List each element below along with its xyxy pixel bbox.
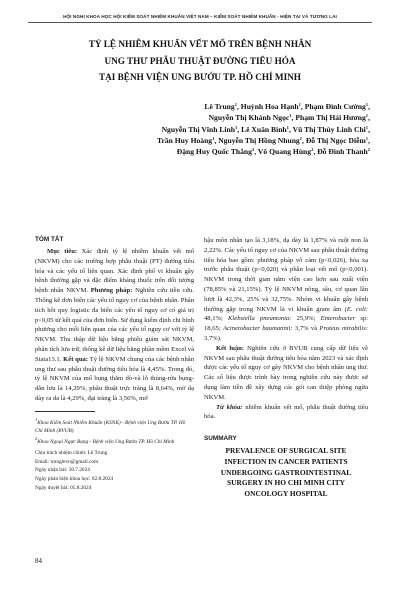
method-label: Phương pháp: (90, 287, 133, 295)
abstract-body-left (35, 247, 194, 404)
author-name: Nguyễn Thị Hồng Nhung (218, 135, 300, 145)
keywords-label: Từ khóa: (216, 403, 243, 411)
author-affiliation: 1 (298, 102, 301, 107)
right-column (204, 236, 368, 500)
title-line-1: TỶ LỆ NHIỄM KHUẨN VẾT MỔ TRÊN BỆNH NHÂN (88, 39, 312, 49)
author-name: Lê Trung (204, 102, 235, 111)
bacteria-value: 3,7%). (204, 334, 222, 342)
author-name: Võ Quang Hùng (257, 147, 312, 157)
conference-header: HỘI NGHỊ KHOA HỌC HỘI KIỂM SOÁT NHIỄM KHUẨN VIỆT NAM – KIỂM SOÁT NHIỄM KHUẨN - HIỆN TẠI VÀ TƯƠNG LAI (63, 14, 337, 19)
article-meta (35, 449, 194, 492)
footnote-text: Khoa Kiểm Soát Nhiễm Khuẩn (KSNK) - Bệnh viện Ung Bướu TP. Hồ Chí Minh (BVUB) (35, 419, 186, 434)
accepted-date: Ngày duyệt bài: 05.8.2024 (35, 484, 92, 491)
conclusion-text: Nghiên cứu ở BVUB cung cấp dữ liệu về NKVM sau phẫu thuật đường tiêu hóa năm 2023 và xác định được các yếu tố nguy cơ gây NKVM cho bệnh nhân ung thư. Các số liệu được trình bày trong nghiên cứu này được sử dụng làm tiền đề xây dựng các gói can thiệp phòng ngừa NKVM. (204, 344, 369, 401)
abstract-body-right (204, 236, 368, 344)
author-affiliation: 1 (289, 113, 292, 119)
objective-label: Mục tiêu: (47, 248, 78, 255)
author-name: Lê Xuân Bình (241, 124, 287, 134)
result-label: Kết quả: (63, 355, 89, 363)
author-line-1: Lê Trung$^1$, Huỳnh Hoa Hạnh$^1$, Phạm Đình Cường$^1$, (204, 102, 370, 111)
bacteria-value: 3,7% và (292, 325, 320, 333)
bacteria-name: (E. coli: (344, 305, 368, 313)
summary-heading: SUMMARY (204, 435, 237, 443)
author-name: Phạm Đình Cường (304, 102, 366, 111)
author-affiliation: 1 (365, 124, 369, 130)
article-title (28, 36, 372, 86)
english-title-line-2: INFECTION IN CANCER PATIENTS (224, 456, 348, 466)
author-name: Phạm Thị Hải Hương (295, 113, 366, 123)
author-affiliation: 1 (212, 135, 215, 141)
result-text-left: Tỷ lệ NKVM chung của các bệnh nhân ung thư sau phẫu thuật đường tiêu hóa là 4,45%. Trong đó, tỷ lệ NKVM của mổ bụng thăm dò-và lỗ thủng-rửa bụng-dẫn lưu là 14,29%, phẫu thuật trực tràng là 8,64%, mở dạ dày ra da là 4,29%, đại tràng là 3,56%, mở (35, 355, 194, 402)
author-line-3: Nguyễn Thị Vĩnh Linh$^1$, Lê Xuân Bình$^1$, Vũ Thị Thùy Linh Chi$^1$, (161, 124, 370, 134)
author-affiliation: 1 (365, 102, 369, 107)
conclusion-paragraph (204, 344, 368, 403)
title-line-3: TẠI BỆNH VIỆN UNG BƯỚU TP. HỒ CHÍ MINH (99, 72, 301, 82)
author-name: Đỗ Đình Thanh (317, 147, 368, 157)
footnote-1 (35, 416, 194, 435)
author-line-4: Trần Huy Hoàng$^1$, Nguyễn Thị Hồng Nhung$^1$, Đỗ Thị Ngọc Diễm$^1$, (156, 135, 370, 145)
author-name: Nguyễn Thị Khánh Ngọc (208, 113, 290, 123)
footnote-marker: 2 (35, 436, 38, 442)
method-text: Nghiên cứu tiền cứu. Thống kê đơn biến các yếu tố nguy cơ của bệnh nhân. Phân tích hồi quy logistic đa biến các yếu tố nguy cơ có giá trị p<0,05 từ kết quả của đơn biến. Sử dụng kiểm định chi bình phương cho mối liên quan của các yếu tố nguy cơ với tỷ lệ NKVM. Thu thập dữ liệu bằng phiếu giám sát NKVM, phân tích lưu trữ, thống kê dữ liệu bằng phần mềm Excel và Stata13.1. (35, 287, 194, 363)
reviewed-date: Ngày phản biện khoa học: 02.8.2024 (35, 475, 114, 482)
author-affiliation: 1 (299, 135, 303, 141)
author-affiliation: 1 (365, 135, 369, 141)
author-name: Đặng Huy Quốc Thắng (176, 147, 252, 157)
author-list (70, 101, 370, 157)
header-divider (28, 22, 372, 23)
author-name: Vũ Thị Thùy Linh Chi (292, 124, 366, 134)
bacteria-name: Acinetobacter baumannii: (222, 325, 293, 333)
page-number: 84 (35, 557, 42, 565)
contact-email: Email: trunglevn@gmail.com (35, 458, 99, 465)
english-title (204, 446, 368, 500)
keywords-paragraph (204, 403, 368, 423)
bacteria-value: 25,9%; (291, 315, 321, 323)
author-name: Huỳnh Hoa Hạnh (240, 102, 299, 111)
author-affiliation: 1 (234, 102, 237, 107)
author-line-5: Đặng Huy Quốc Thắng$^2$, Võ Quang Hùng$^2$, Đỗ Đình Thanh$^2$ (176, 147, 370, 157)
english-title-line-3: UNDERGOING GASTROINTESTINAL (220, 467, 352, 477)
bacteria-value: sp: 18,65; (204, 315, 369, 333)
conclusion-label: Kết luận: (216, 344, 245, 352)
author-affiliation: 1 (234, 124, 238, 130)
english-title-line-4: SURGERY IN HO CHI MINH CITY (227, 478, 345, 488)
author-name: Đỗ Thị Ngọc Diễm (305, 135, 366, 145)
bacteria-name: Proteus mirabilis: (319, 325, 368, 333)
footnote-text: Khoa Ngoại Ngực Bụng - Bệnh viện Ung Bướu TP. Hồ Chí Minh (37, 438, 175, 445)
english-title-line-5: ONCOLOGY HOSPITAL (244, 488, 328, 498)
author-affiliation: 2 (311, 147, 314, 153)
author-name: Nguyễn Thị Vĩnh Linh (161, 124, 235, 134)
keywords-text: nhiễm khuẩn vết mổ, phẫu thuật đường tiêu hóa. (204, 403, 368, 421)
footnote-2 (35, 435, 194, 446)
author-affiliation: 2 (251, 147, 255, 153)
english-title-line-1: PREVALENCE OF SURGICAL SITE (225, 446, 347, 456)
received-date: Ngày nhận bài: 30.7.2024 (35, 467, 90, 474)
author-affiliation: 1 (365, 113, 369, 119)
author-line-2: Nguyễn Thị Khánh Ngọc$^1$, Phạm Thị Hải Hương$^1$, (208, 113, 370, 123)
left-column (35, 236, 194, 492)
author-affiliation: 2 (367, 147, 370, 153)
footnote-marker: 1 (35, 416, 38, 422)
title-line-2: UNG THƯ PHẪU THUẬT ĐƯỜNG TIÊU HÓA (104, 55, 296, 66)
objective-text: Xác định tỷ lệ nhiễm khuẩn vết mổ (NKVM) cho các trường hợp phẫu thuật (PT) đường tiêu hóa và các yếu tố liên quan. Xác định phổ vi khuẩn gây bệnh thường gặp và đặc điểm kháng thuốc trên đối tượng bệnh nhân NKVM. (35, 248, 194, 295)
result-text-right: hậu môn nhân tạo là 3,18%, dạ dày là 1,87% và ruột non là 2,22%. Các yếu tố nguy cơ của NKVM sau phẫu thuật đường tiêu hóa bao gồm: phương pháp vô cảm (p<0,026), hóa xạ trước phẫu thuật (p<0,020) và phân loại vết mổ (p<0,001). NKVM trong thời gian nằm viện cao hơn sau xuất viện (78,85% và 21,15%). Tỷ lệ NKVM nông, sâu, cơ quan lần lượt là 42,3%, 25% và 32,75%. Nhóm vi khuẩn gây bệnh thường gặp trong NKVM là vi khuẩn gram âm (204, 237, 368, 313)
author-affiliation: 1 (286, 124, 289, 130)
bacteria-name: Klebsiella pneumonia: (228, 315, 292, 323)
corresponding-author: Chịu trách nhiệm chính: Lê Trung (35, 450, 108, 457)
author-name: Trần Huy Hoàng (156, 135, 213, 145)
bacteria-value: 48,1%; (204, 315, 229, 323)
footnote-divider (35, 411, 95, 412)
abstract-heading: TÓM TẮT (35, 236, 64, 243)
bacteria-name: Enterobacter (320, 315, 356, 323)
